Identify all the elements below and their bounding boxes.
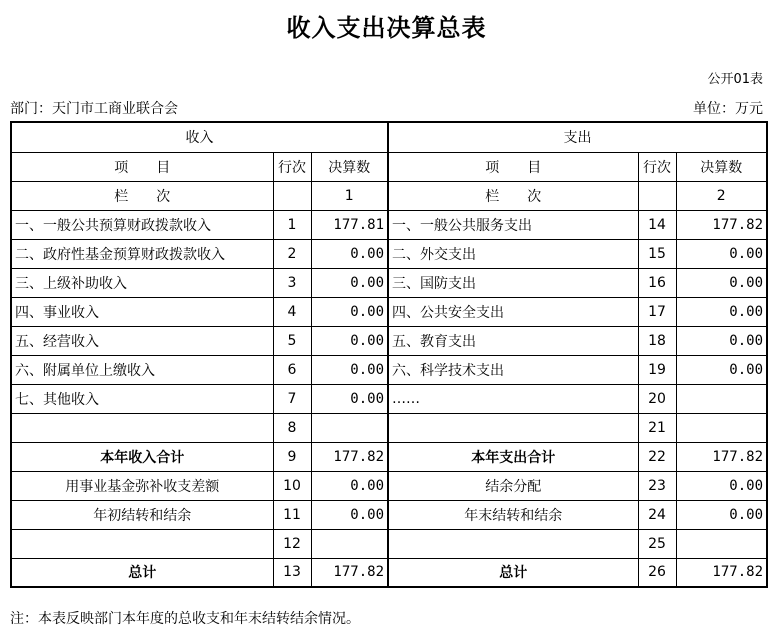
expense-rowno-cell: 15: [638, 239, 676, 268]
footnote: 注：本表反映部门本年度的总收支和年末结转结余情况。: [10, 611, 360, 627]
income-rowno-header: 行次: [273, 152, 311, 181]
expense-item-cell: 三、国防支出: [388, 268, 638, 297]
expense-item-cell: 本年支出合计: [388, 442, 638, 471]
income-item-cell: 七、其他收入: [11, 384, 273, 413]
expense-column-label: 栏 次: [388, 181, 638, 210]
expense-amount-cell: 177.82: [676, 210, 767, 239]
expense-rowno-cell: 14: [638, 210, 676, 239]
income-item-cell: 一、一般公共预算财政拨款收入: [11, 210, 273, 239]
expense-amount-cell: 0.00: [676, 268, 767, 297]
income-item-cell: 三、上级补助收入: [11, 268, 273, 297]
expense-amount-cell: 177.82: [676, 558, 767, 587]
department-label: 部门：天门市工商业联合会: [10, 101, 178, 117]
expense-item-cell: [388, 413, 638, 442]
expense-item-cell: 总计: [388, 558, 638, 587]
expense-rowno-cell: 18: [638, 326, 676, 355]
expense-rowno-cell: 23: [638, 471, 676, 500]
expense-header: 支出: [388, 122, 767, 152]
table-row: [11, 413, 767, 442]
income-rowno-cell: 2: [273, 239, 311, 268]
table-row: [11, 355, 767, 384]
income-rowno-cell: 11: [273, 500, 311, 529]
income-amount-cell: 177.81: [311, 210, 388, 239]
expense-amount-cell: 0.00: [676, 471, 767, 500]
table-row: [11, 442, 767, 471]
expense-rowno-cell: 17: [638, 297, 676, 326]
income-amount-cell: 0.00: [311, 268, 388, 297]
income-amount-cell: 177.82: [311, 558, 388, 587]
expense-amount-header: 决算数: [676, 152, 767, 181]
expense-amount-cell: 0.00: [676, 355, 767, 384]
income-amount-cell: 177.82: [311, 442, 388, 471]
income-column-label: 栏 次: [11, 181, 273, 210]
expense-rowno-cell: 20: [638, 384, 676, 413]
income-amount-cell: 0.00: [311, 239, 388, 268]
income-amount-cell: 0.00: [311, 500, 388, 529]
form-number: 公开01表: [707, 72, 763, 87]
expense-amount-cell: 177.82: [676, 442, 767, 471]
income-rowno-cell: 6: [273, 355, 311, 384]
table-row: [11, 326, 767, 355]
expense-rowno-cell: 21: [638, 413, 676, 442]
expense-item-cell: 年末结转和结余: [388, 500, 638, 529]
table-row: [11, 558, 767, 587]
table-row: [11, 384, 767, 413]
income-item-cell: [11, 413, 273, 442]
expense-item-header: 项 目: [388, 152, 638, 181]
income-amount-cell: [311, 529, 388, 558]
income-expense-table: [10, 121, 768, 588]
income-item-header: 项 目: [11, 152, 273, 181]
expense-item-cell: 一、一般公共服务支出: [388, 210, 638, 239]
income-amount-cell: 0.00: [311, 297, 388, 326]
table-column-index-row: [11, 181, 767, 210]
income-amount-cell: [311, 413, 388, 442]
expense-rowno-cell: 26: [638, 558, 676, 587]
expense-column-blank: [638, 181, 676, 210]
expense-amount-cell: 0.00: [676, 297, 767, 326]
table-row: [11, 268, 767, 297]
expense-amount-cell: [676, 529, 767, 558]
expense-amount-cell: 0.00: [676, 239, 767, 268]
income-rowno-cell: 12: [273, 529, 311, 558]
income-rowno-cell: 13: [273, 558, 311, 587]
income-rowno-cell: 1: [273, 210, 311, 239]
table-row: [11, 297, 767, 326]
income-item-cell: 四、事业收入: [11, 297, 273, 326]
income-item-cell: 年初结转和结余: [11, 500, 273, 529]
expense-rowno-cell: 19: [638, 355, 676, 384]
expense-column-number: 2: [676, 181, 767, 210]
expense-amount-cell: 0.00: [676, 500, 767, 529]
expense-rowno-cell: 25: [638, 529, 676, 558]
income-amount-header: 决算数: [311, 152, 388, 181]
income-item-cell: 五、经营收入: [11, 326, 273, 355]
expense-item-cell: 五、教育支出: [388, 326, 638, 355]
table-header-columns: [11, 152, 767, 181]
table-header-section: [11, 122, 767, 152]
income-item-cell: 总计: [11, 558, 273, 587]
report-title: 收入支出决算总表: [286, 13, 487, 42]
table-row: [11, 529, 767, 558]
expense-amount-cell: [676, 413, 767, 442]
income-header: 收入: [11, 122, 388, 152]
income-rowno-cell: 7: [273, 384, 311, 413]
expense-amount-cell: [676, 384, 767, 413]
unit-label: 单位：万元: [693, 101, 763, 117]
income-item-cell: 二、政府性基金预算财政拨款收入: [11, 239, 273, 268]
income-item-cell: 用事业基金弥补收支差额: [11, 471, 273, 500]
table-row: [11, 500, 767, 529]
expense-amount-cell: 0.00: [676, 326, 767, 355]
income-item-cell: 六、附属单位上缴收入: [11, 355, 273, 384]
expense-rowno-cell: 22: [638, 442, 676, 471]
expense-rowno-cell: 16: [638, 268, 676, 297]
income-rowno-cell: 10: [273, 471, 311, 500]
income-item-cell: 本年收入合计: [11, 442, 273, 471]
table-row: [11, 210, 767, 239]
expense-item-cell: 二、外交支出: [388, 239, 638, 268]
table-row: [11, 471, 767, 500]
expense-rowno-cell: 24: [638, 500, 676, 529]
income-amount-cell: 0.00: [311, 471, 388, 500]
income-amount-cell: 0.00: [311, 355, 388, 384]
expense-item-cell: 四、公共安全支出: [388, 297, 638, 326]
income-rowno-cell: 4: [273, 297, 311, 326]
income-amount-cell: 0.00: [311, 326, 388, 355]
expense-rowno-header: 行次: [638, 152, 676, 181]
income-rowno-cell: 5: [273, 326, 311, 355]
expense-item-cell: ……: [388, 384, 638, 413]
income-item-cell: [11, 529, 273, 558]
income-rowno-cell: 9: [273, 442, 311, 471]
expense-item-cell: [388, 529, 638, 558]
expense-item-cell: 六、科学技术支出: [388, 355, 638, 384]
income-column-number: 1: [311, 181, 388, 210]
income-rowno-cell: 8: [273, 413, 311, 442]
table-row: [11, 239, 767, 268]
income-column-blank: [273, 181, 311, 210]
income-rowno-cell: 3: [273, 268, 311, 297]
income-amount-cell: 0.00: [311, 384, 388, 413]
expense-item-cell: 结余分配: [388, 471, 638, 500]
